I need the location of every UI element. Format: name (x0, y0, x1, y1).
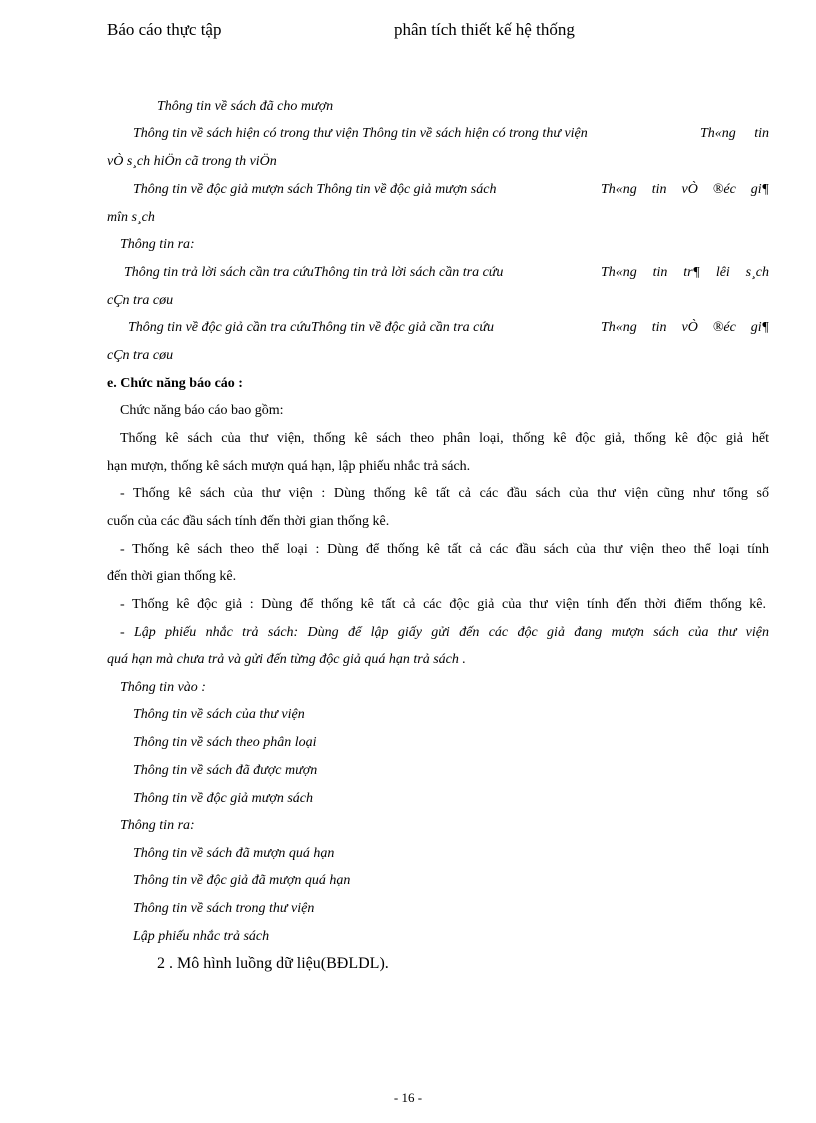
input-item-lent-books: Thông tin về sách đã cho mượn (157, 99, 334, 114)
list-item: Thông tin về độc giả đã mượn quá hạn (133, 873, 351, 888)
garbled-text: Th«ng tin tr¶ lêi s¸ch (601, 265, 769, 280)
paragraph: quá hạn mà chưa trả và gửi đến từng độc giả quá hạn trả sách . (107, 652, 466, 667)
garbled-text: vÒ s¸ch hiÖn cã trong th viÖn (107, 154, 277, 169)
output-label: Thông tin ra: (120, 237, 195, 252)
header-right: phân tích thiết kế hệ thống (394, 20, 575, 39)
garbled-text: mîn s¸ch (107, 210, 155, 225)
paragraph: Thống kê sách của thư viện, thống kê sách theo phân loại, thống kê độc giả, thống kê độc giả hết (120, 431, 769, 446)
paragraph: - Thống kê độc giả : Dùng để thống kê tất cả các độc giả của thư viện tính đến thời điểm thống kê. (120, 597, 766, 612)
garbled-text: Th«ng tin vÒ ®éc gi¶ (601, 182, 769, 197)
list-item: Thông tin về sách theo phân loại (133, 735, 317, 750)
output-label: Thông tin ra: (120, 818, 195, 833)
header-left: Báo cáo thực tập (107, 20, 222, 39)
paragraph: - Thống kê sách của thư viện : Dùng thống kê tất cả các đầu sách của thư viện cũng như tổng số (120, 486, 769, 501)
paragraph: cuốn của các đầu sách tính đến thời gian thống kê. (107, 514, 390, 529)
list-item: Thông tin về sách đã được mượn (133, 763, 318, 778)
list-item: Thông tin về sách trong thư viện (133, 901, 315, 916)
garbled-text: Th«ng tin (700, 126, 769, 141)
output-item-reader: Thông tin về độc giả cần tra cứuThông tin về độc giả cần tra cứu (128, 320, 494, 335)
section-e-title: e. Chức năng báo cáo : (107, 376, 243, 391)
paragraph: hạn mượn, thống kê sách mượn quá hạn, lập phiếu nhắc trả sách. (107, 459, 471, 474)
section-e-intro: Chức năng báo cáo bao gồm: (120, 403, 284, 418)
input-item-reader: Thông tin về độc giả mượn sách Thông tin về độc giả mượn sách (133, 182, 497, 197)
garbled-text: cÇn tra cøu (107, 293, 174, 308)
list-item: Thông tin về sách đã mượn quá hạn (133, 846, 335, 861)
page-number: - 16 - (393, 1090, 423, 1105)
garbled-text: cÇn tra cøu (107, 348, 174, 363)
list-item: Thông tin về sách của thư viện (133, 707, 305, 722)
output-item-answer: Thông tin trả lời sách cần tra cứuThông tin trả lời sách cần tra cứu (124, 265, 504, 280)
paragraph: - Thống kê sách theo thể loại : Dùng để thống kê tất cả các đầu sách của thư viện theo thể loại tính (120, 542, 769, 557)
garbled-text: Th«ng tin vÒ ®éc gi¶ (601, 320, 769, 335)
paragraph: đến thời gian thống kê. (107, 569, 237, 584)
list-item: Lập phiếu nhắc trả sách (133, 929, 270, 944)
input-label: Thông tin vào : (120, 680, 206, 695)
input-item-available-books: Thông tin về sách hiện có trong thư viện Thông tin về sách hiện có trong thư viện (133, 126, 588, 141)
list-item: Thông tin về độc giả mượn sách (133, 791, 313, 806)
paragraph: - Lập phiếu nhắc trả sách: Dùng để lập giấy gửi đến các độc giả đang mượn sách của thư viện (120, 625, 769, 640)
section-2-title: 2 . Mô hình luồng dữ liệu(BĐLDL). (157, 955, 389, 972)
